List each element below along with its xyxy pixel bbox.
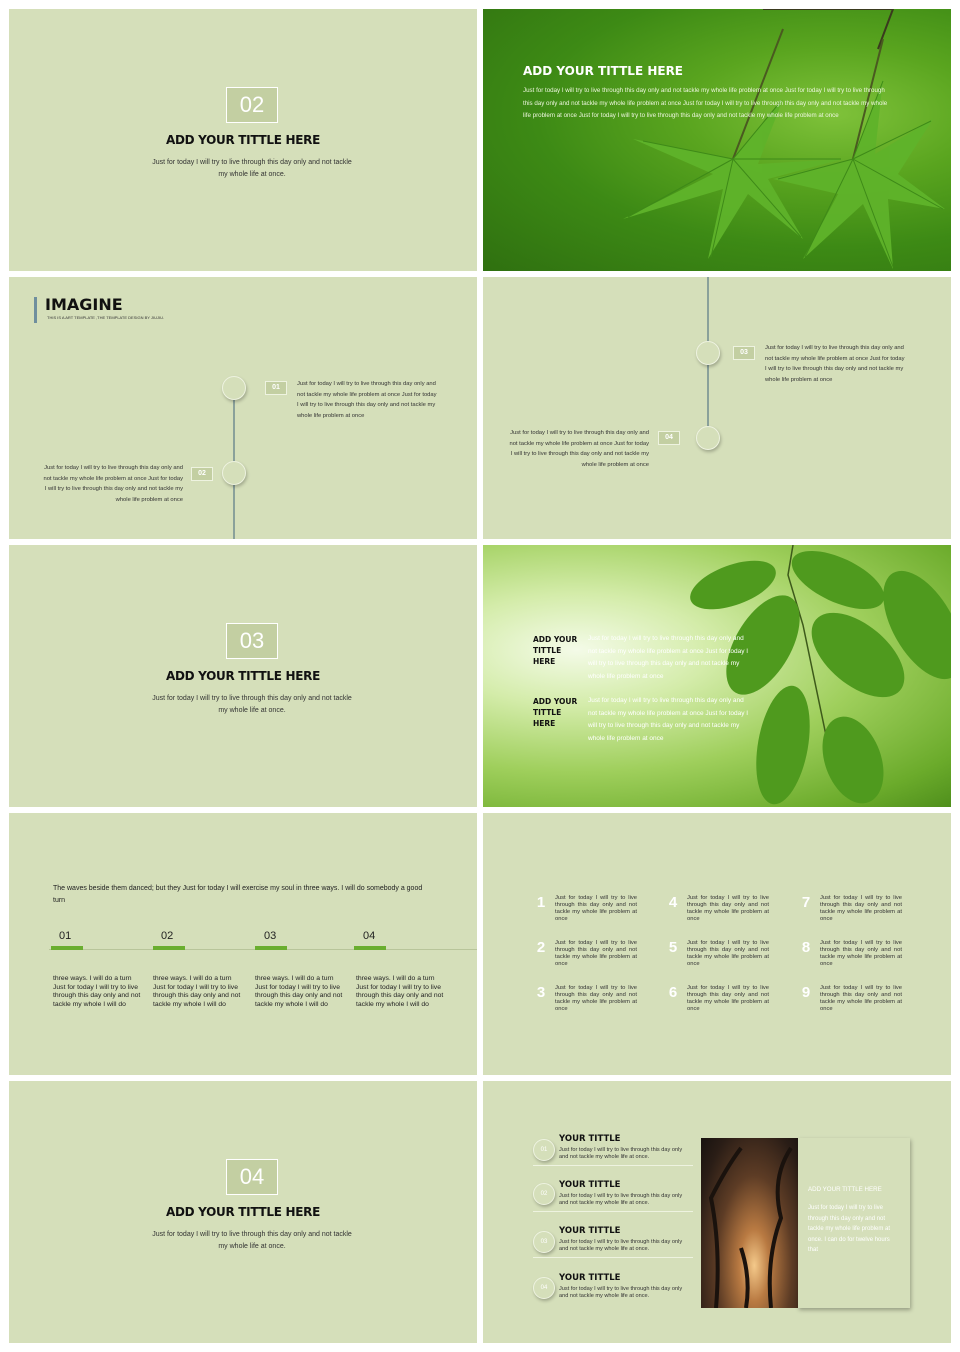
section-body: Just for today I will try to live through this day only and not tackle my whole life at once. — [152, 1231, 352, 1250]
forest-image — [701, 1138, 798, 1308]
section-title: ADD YOUR TITTLE HERE — [165, 1205, 320, 1219]
list-text: Just for today I will try to live through this day only and not tackle my whole life at once. — [559, 1239, 683, 1252]
slide-steps — [9, 813, 477, 1075]
forest-photo — [701, 1138, 798, 1308]
grid-number: 9 — [801, 984, 811, 1001]
info-card — [798, 1138, 910, 1308]
step-number: 04 — [363, 930, 376, 942]
step-text: three ways. I will do a turn Just for today I will try to live through this day only and not tackle my whole I will do — [356, 975, 444, 1008]
slide-leaf-photo — [483, 9, 951, 271]
timeline-tag: 02 — [191, 467, 213, 481]
timeline-text: Just for today I will try to live through this day only and not tackle my whole life problem at once Just for today I will try to live through this day only and not tackle my whole life problem at once — [43, 465, 183, 503]
slide-section-02 — [9, 9, 477, 271]
grid-text: Just for today I will try to live through this day only and not tackle my whole life problem at once — [687, 895, 769, 922]
step-text: three ways. I will do a turn Just for today I will try to live through this day only and not tackle my whole I will do — [255, 975, 343, 1008]
section-body: Just for today I will try to live through this day only and not tackle my whole life at once. — [152, 159, 352, 178]
slide-imagine-timeline — [9, 277, 477, 539]
list-divider — [533, 1211, 693, 1212]
section-number: 03 — [226, 623, 278, 659]
grid-number: 6 — [668, 984, 678, 1001]
list-text: Just for today I will try to live through this day only and not tackle my whole life at once. — [559, 1147, 683, 1160]
grid-number: 1 — [536, 894, 546, 911]
item-text: Just for today I will try to live through this day only and not tackle my whole life problem at once Just for today I will try to live through this day only and not tackle my whole life problem at once — [588, 697, 749, 742]
step-bar — [51, 946, 83, 950]
timeline-node — [696, 426, 720, 450]
slide-title: ADD YOUR TITTLE HERE — [523, 64, 684, 78]
slide-section-03 — [9, 545, 477, 807]
timeline-text: Just for today I will try to live through this day only and not tackle my whole life problem at once Just for today I will try to live through this day only and not tackle my whole life problem at once — [297, 381, 437, 419]
slide-timeline-continued — [483, 277, 951, 539]
grid-text: Just for today I will try to live through this day only and not tackle my whole life problem at once — [820, 985, 902, 1012]
maple-leaves-image — [483, 9, 951, 271]
card-title: ADD YOUR TITTLE HERE — [808, 1186, 882, 1193]
card-body: Just for today I will try to live through this day only and not tackle my whole life problem at once. I can do for twelve hours that — [808, 1205, 891, 1253]
slide-body: Just for today I will try to live through this day only and not tackle my whole life problem at once Just for today I will try to live through this day only and not tackle my whole life problem at once Just for today I will try to live through this day only and not tackle my whole life problem at once Just for today I will try to live through this day only and not tackle my whole life problem at once — [523, 87, 888, 119]
list-number: 03 — [533, 1231, 555, 1253]
step-bar — [255, 946, 287, 950]
list-number: 04 — [533, 1277, 555, 1299]
step-number: 01 — [59, 930, 72, 942]
grid-text: Just for today I will try to live through this day only and not tackle my whole life problem at once — [555, 895, 637, 922]
list-text: Just for today I will try to live through this day only and not tackle my whole life at once. — [559, 1286, 683, 1299]
item-title: ADD YOUR TITTLE HERE — [533, 635, 578, 666]
list-title: YOUR TITTLE — [559, 1273, 621, 1283]
grid-number: 4 — [668, 894, 678, 911]
step-text: three ways. I will do a turn Just for today I will try to live through this day only and not tackle my whole I will do — [153, 975, 241, 1008]
timeline-tag: 03 — [733, 346, 755, 360]
slide-leaf-photo-2 — [483, 545, 951, 807]
step-bar — [354, 946, 386, 950]
item-title: ADD YOUR TITTLE HERE — [533, 697, 578, 728]
grid-text: Just for today I will try to live through this day only and not tackle my whole life problem at once — [555, 940, 637, 967]
grid-text: Just for today I will try to live through this day only and not tackle my whole life problem at once — [820, 895, 902, 922]
item-text: Just for today I will try to live through this day only and not tackle my whole life problem at once Just for today I will try to live through this day only and not tackle my whole life problem at once — [588, 635, 749, 680]
section-title: ADD YOUR TITTLE HERE — [165, 669, 320, 683]
section-number: 02 — [226, 87, 278, 123]
section-body: Just for today I will try to live through this day only and not tackle my whole life at once. — [152, 695, 352, 714]
section-title: ADD YOUR TITTLE HERE — [165, 133, 320, 147]
timeline-text: Just for today I will try to live through this day only and not tackle my whole life problem at once Just for today I will try to live through this day only and not tackle my whole life problem at once — [509, 430, 649, 468]
timeline-tag: 04 — [658, 431, 680, 445]
grid-number: 8 — [801, 939, 811, 956]
grid-number: 7 — [801, 894, 811, 911]
slide-section-04 — [9, 1081, 477, 1343]
timeline-node — [222, 376, 246, 400]
list-number: 02 — [533, 1183, 555, 1205]
grid-number: 3 — [536, 984, 546, 1001]
grid-text: Just for today I will try to live through this day only and not tackle my whole life problem at once — [820, 940, 902, 967]
list-title: YOUR TITTLE — [559, 1180, 621, 1190]
slide-title: IMAGINE — [45, 295, 123, 314]
grid-text: Just for today I will try to live through this day only and not tackle my whole life problem at once — [687, 985, 769, 1012]
list-divider — [533, 1257, 693, 1258]
timeline-node — [222, 461, 246, 485]
intro-text: The waves beside them danced; but they Just for today I will exercise my soul in three ways. I will do somebody a good turn — [53, 885, 423, 904]
timeline-node — [696, 341, 720, 365]
list-title: YOUR TITTLE — [559, 1226, 621, 1236]
list-title: YOUR TITTLE — [559, 1134, 621, 1144]
list-text: Just for today I will try to live through this day only and not tackle my whole life at once. — [559, 1193, 683, 1206]
timeline-tag: 01 — [265, 381, 287, 395]
step-number: 02 — [161, 930, 174, 942]
title-accent-bar — [34, 297, 37, 323]
step-number: 03 — [264, 930, 277, 942]
slide-list-with-photo — [483, 1081, 951, 1343]
list-divider — [533, 1165, 693, 1166]
list-number: 01 — [533, 1139, 555, 1161]
grid-number: 5 — [668, 939, 678, 956]
grid-text: Just for today I will try to live through this day only and not tackle my whole life problem at once — [555, 985, 637, 1012]
step-bar — [153, 946, 185, 950]
slide-nine-grid — [483, 813, 951, 1075]
section-number: 04 — [226, 1159, 278, 1195]
step-text: three ways. I will do a turn Just for today I will try to live through this day only and not tackle my whole I will do — [53, 975, 141, 1008]
grid-number: 2 — [536, 939, 546, 956]
grid-text: Just for today I will try to live through this day only and not tackle my whole life problem at once — [687, 940, 769, 967]
timeline-text: Just for today I will try to live through this day only and not tackle my whole life problem at once Just for today I will try to live through this day only and not tackle my whole life problem at once — [765, 345, 905, 383]
slide-subtitle: THIS IS A ART TEMPLATE ,THE TEMPLATE DESIGN BY JIUJIU. — [47, 315, 165, 320]
